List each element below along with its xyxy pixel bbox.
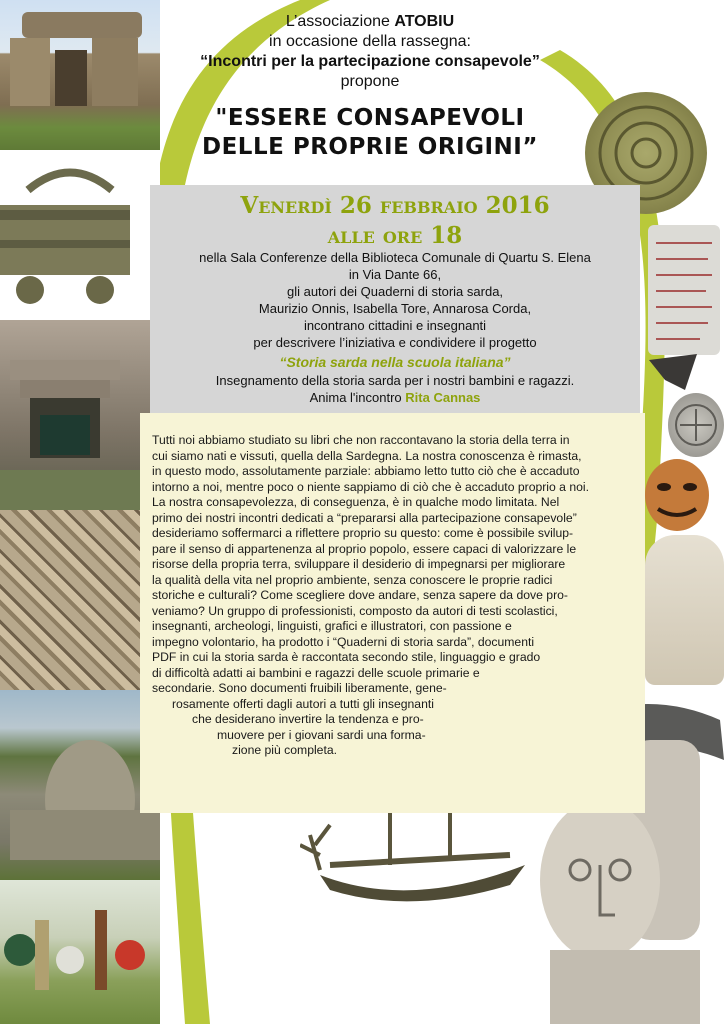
coin-icon (668, 393, 724, 457)
coin-photo (668, 393, 724, 457)
description-line: la qualità della vita nel proprio ambiente, senza conoscere le proprie radici (152, 572, 553, 587)
reenactment-photo (0, 880, 160, 1024)
description-line: veniamo? Un gruppo di professionisti, composto da autori di testi scolastici, (152, 603, 558, 618)
event-line-venue: nella Sala Conferenze della Biblioteca Comunale di Quartu S. Elena (199, 250, 591, 265)
description-line: insegnanti, archeologi, linguisti, grafici e illustratori, con passione e (152, 619, 512, 633)
bronze-box-photo (0, 150, 160, 320)
description-line: rosamente offerti dagli autori a tutti gli insegnanti (172, 696, 434, 711)
mosaic-photo (0, 510, 160, 690)
proposes-line: propone (340, 73, 400, 90)
description-line: cui siamo nati e vissuti, quella della Sardegna. La nostra conoscenza è rimasta, (152, 448, 582, 463)
inscribed-tablet-photo (648, 225, 720, 355)
description-line: PDF in cui la storia sarda è raccontata secondo stile, linguaggio e grado (152, 650, 541, 664)
association-line (170, 12, 570, 32)
description-line: desideriamo soffermarci a riflettere proprio su questo: come è possibile svilup- (152, 526, 574, 540)
series-name: “Incontri per la partecipazione consapevole” (200, 53, 540, 70)
nuraghe-photo (0, 690, 160, 880)
project-title: “Storia sarda nella scuola italiana” (279, 354, 511, 370)
event-time: alle ore 18 (327, 222, 463, 249)
description-line: che desiderano invertire la tendenza e pro- (192, 712, 424, 726)
project-subtitle: Insegnamento della storia sarda per i nostri bambini e ragazzi. (215, 373, 575, 388)
event-line-authors: gli autori dei Quaderni di storia sarda, (286, 284, 504, 299)
description-line: pare il senso di appartenenza al proprio popolo, essere capaci di valorizzare le (152, 541, 577, 556)
description-line: primo dei nostri incontri dedicati a “prepararsi alla partecipazione consapevole” (152, 510, 577, 525)
inscribed-tablet-icon (648, 225, 720, 355)
description-line: muovere per i giovani sardi una forma- (217, 727, 426, 742)
host-name: Rita Cannas (405, 390, 481, 405)
event-date: Venerdì 26 febbraio 2016 (240, 192, 550, 219)
description-line: risorse della propria terra, sviluppare il desiderio di impegnarsi per migliorare (152, 557, 566, 571)
bronze-box-icon (0, 150, 160, 320)
description-line: zione più completa. (232, 743, 338, 757)
association-prefix: L’associazione (285, 13, 395, 30)
occasion-line: in occasione della rassegna: (269, 33, 471, 50)
event-line-names: Maurizio Onnis, Isabella Tore, Annarosa Corda, (258, 301, 532, 316)
mask-photo (640, 455, 714, 535)
description-text (152, 433, 634, 759)
host-prefix: Anima l'incontro (309, 390, 406, 405)
arrowhead-icon (645, 350, 701, 395)
sacred-well-icon (0, 320, 160, 510)
event-title-line-1: "ESSERE CONSAPEVOLI (215, 105, 525, 131)
association-name: ATOBIU (394, 13, 455, 30)
header (170, 12, 570, 92)
event-title-line-2: DELLE PROPRIE ORIGINI” (202, 134, 538, 160)
event-line-address: in Via Dante 66, (348, 267, 442, 282)
mask-icon (640, 455, 714, 535)
description-line: Tutti noi abbiamo studiato su libri che non raccontavano la storia della terra in (152, 433, 570, 447)
description-line: impegno volontario, ha prodotto i “Quaderni di storia sarda”, documenti (152, 634, 535, 649)
dolmen-icon (0, 0, 160, 150)
description-line: storiche e culturali? Come scegliere dove andare, senza sapere da dove pro- (152, 588, 568, 602)
sacred-well-photo (0, 320, 160, 510)
obsidian-arrowhead-photo (645, 350, 701, 395)
mother-goddess-statue-photo (645, 535, 724, 685)
description-line: in questo modo, assolutamente parziale: abbiamo letto tutto ciò che è accaduto (152, 464, 580, 478)
reenactment-icon (0, 880, 160, 1024)
event-host-line (150, 389, 640, 406)
event-line-audience: incontrano cittadini e insegnanti (303, 318, 487, 333)
description-line: secondarie. Sono documenti fruibili liberamente, gene- (152, 681, 447, 695)
description-line: di difficoltà adatti ai bambini e ragazzi delle scuole primarie e (152, 665, 480, 680)
event-title (165, 104, 575, 162)
event-line-purpose: per descrivere l’iniziativa e condividere il progetto (253, 335, 537, 350)
description-line: intorno a noi, mentre poco o niente sappiamo di ciò che è accaduto proprio a noi. (152, 479, 589, 494)
description-line: La nostra consapevolezza, di conseguenza, è in qualche modo limitata. Nel (152, 495, 560, 509)
nuraghe-icon (0, 690, 160, 880)
dolmen-photo (0, 0, 160, 150)
